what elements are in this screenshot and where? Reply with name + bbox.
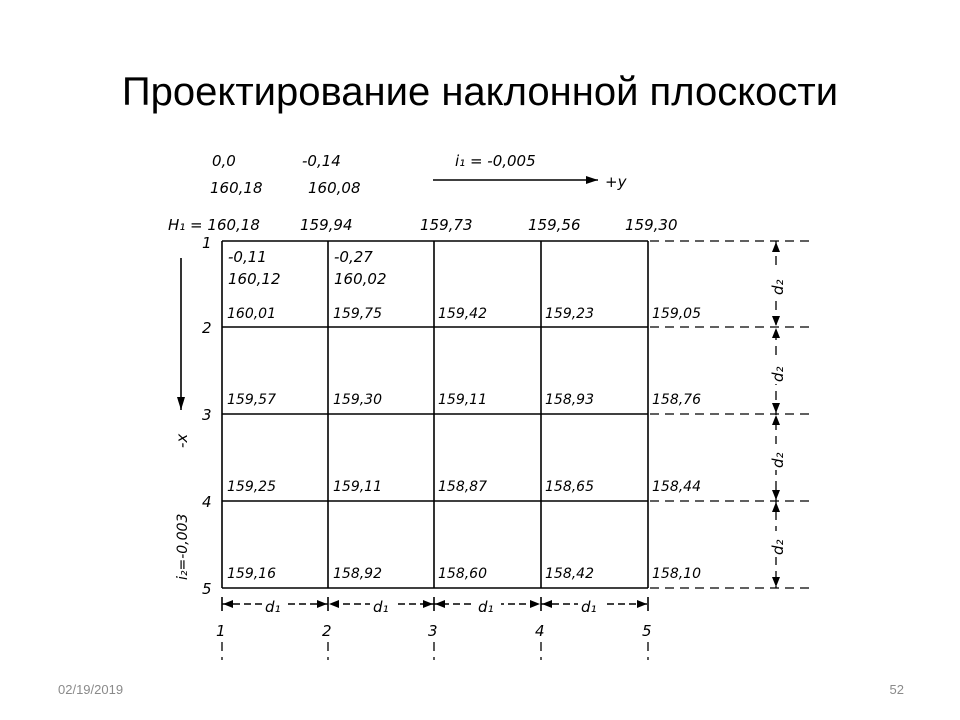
header-col2-line2: 160,08 bbox=[308, 179, 361, 197]
svg-text:158,42: 158,42 bbox=[545, 566, 594, 582]
slide-page-number: 52 bbox=[889, 682, 904, 697]
svg-text:158,65: 158,65 bbox=[545, 479, 594, 495]
d1-labels bbox=[262, 596, 604, 616]
svg-text:159,42: 159,42 bbox=[438, 306, 487, 322]
slide-title: Проектирование наклонной плоскости bbox=[121, 70, 839, 114]
row-4-values bbox=[227, 479, 701, 495]
cell-r1c2-line1: -0,27 bbox=[334, 248, 373, 266]
y-axis-arrowhead bbox=[586, 176, 598, 184]
grid-lines bbox=[222, 241, 648, 588]
dim-d2-label-2: d₂ bbox=[769, 366, 787, 382]
h1-label: H₁ = 160,18 bbox=[168, 216, 260, 234]
x-axis-label: -x bbox=[173, 433, 191, 448]
svg-text:159,11: 159,11 bbox=[438, 392, 487, 408]
row-number-5: 5 bbox=[202, 580, 212, 598]
svg-text:159,57: 159,57 bbox=[227, 392, 276, 408]
top-value-3: 159,73 bbox=[420, 216, 473, 234]
svg-text:158,76: 158,76 bbox=[652, 392, 701, 408]
header-col1-line1: 0,0 bbox=[212, 152, 236, 170]
col-number-2: 2 bbox=[322, 622, 332, 640]
dim-d2-label-1: d₂ bbox=[769, 279, 787, 295]
cell-r1c2-line2: 160,02 bbox=[334, 270, 387, 288]
row-5-values bbox=[227, 566, 701, 582]
top-value-2: 159,94 bbox=[300, 216, 353, 234]
row-2-values bbox=[227, 306, 701, 322]
x-axis-arrowhead bbox=[177, 397, 185, 410]
svg-text:160,01: 160,01 bbox=[227, 306, 276, 322]
row-number-2: 2 bbox=[202, 319, 212, 337]
col-number-1: 1 bbox=[216, 622, 226, 640]
svg-text:159,23: 159,23 bbox=[545, 306, 594, 322]
slope-y-label: i₁ = -0,005 bbox=[455, 152, 536, 170]
cell-r1c1-line2: 160,12 bbox=[228, 270, 281, 288]
dim-d2-label-4: d₂ bbox=[769, 539, 787, 555]
row-number-1: 1 bbox=[202, 234, 212, 252]
svg-text:d₁: d₁ bbox=[478, 598, 494, 616]
cell-r1c1-line1: -0,11 bbox=[228, 248, 267, 266]
row-number-4: 4 bbox=[202, 493, 212, 511]
dim-d2-label-3: d₂ bbox=[769, 452, 787, 468]
y-axis-label: +y bbox=[605, 173, 627, 191]
row-number-3: 3 bbox=[202, 406, 212, 424]
svg-text:158,92: 158,92 bbox=[333, 566, 382, 582]
svg-text:159,16: 159,16 bbox=[227, 566, 276, 582]
svg-text:158,60: 158,60 bbox=[438, 566, 487, 582]
top-value-5: 159,30 bbox=[625, 216, 678, 234]
svg-text:159,30: 159,30 bbox=[333, 392, 382, 408]
col-number-5: 5 bbox=[642, 622, 652, 640]
svg-text:159,25: 159,25 bbox=[227, 479, 276, 495]
row-3-values bbox=[227, 392, 701, 408]
top-value-4: 159,56 bbox=[528, 216, 581, 234]
col-number-3: 3 bbox=[428, 622, 438, 640]
svg-text:159,05: 159,05 bbox=[652, 306, 701, 322]
slope-x-label: i₂=-0,003 bbox=[175, 513, 191, 580]
col-number-4: 4 bbox=[535, 622, 545, 640]
svg-text:159,75: 159,75 bbox=[333, 306, 382, 322]
svg-text:158,44: 158,44 bbox=[652, 479, 701, 495]
svg-text:158,10: 158,10 bbox=[652, 566, 701, 582]
header-col2-line1: -0,14 bbox=[302, 152, 341, 170]
header-col1-line2: 160,18 bbox=[210, 179, 263, 197]
dashed-extensions bbox=[650, 241, 812, 588]
slide-date: 02/19/2019 bbox=[58, 682, 124, 697]
column-drop-lines bbox=[222, 642, 648, 660]
svg-text:159,11: 159,11 bbox=[333, 479, 382, 495]
svg-text:158,93: 158,93 bbox=[545, 392, 594, 408]
svg-text:d₁: d₁ bbox=[265, 598, 281, 616]
svg-text:d₁: d₁ bbox=[581, 598, 597, 616]
svg-text:d₁: d₁ bbox=[373, 598, 389, 616]
svg-text:158,87: 158,87 bbox=[438, 479, 487, 495]
